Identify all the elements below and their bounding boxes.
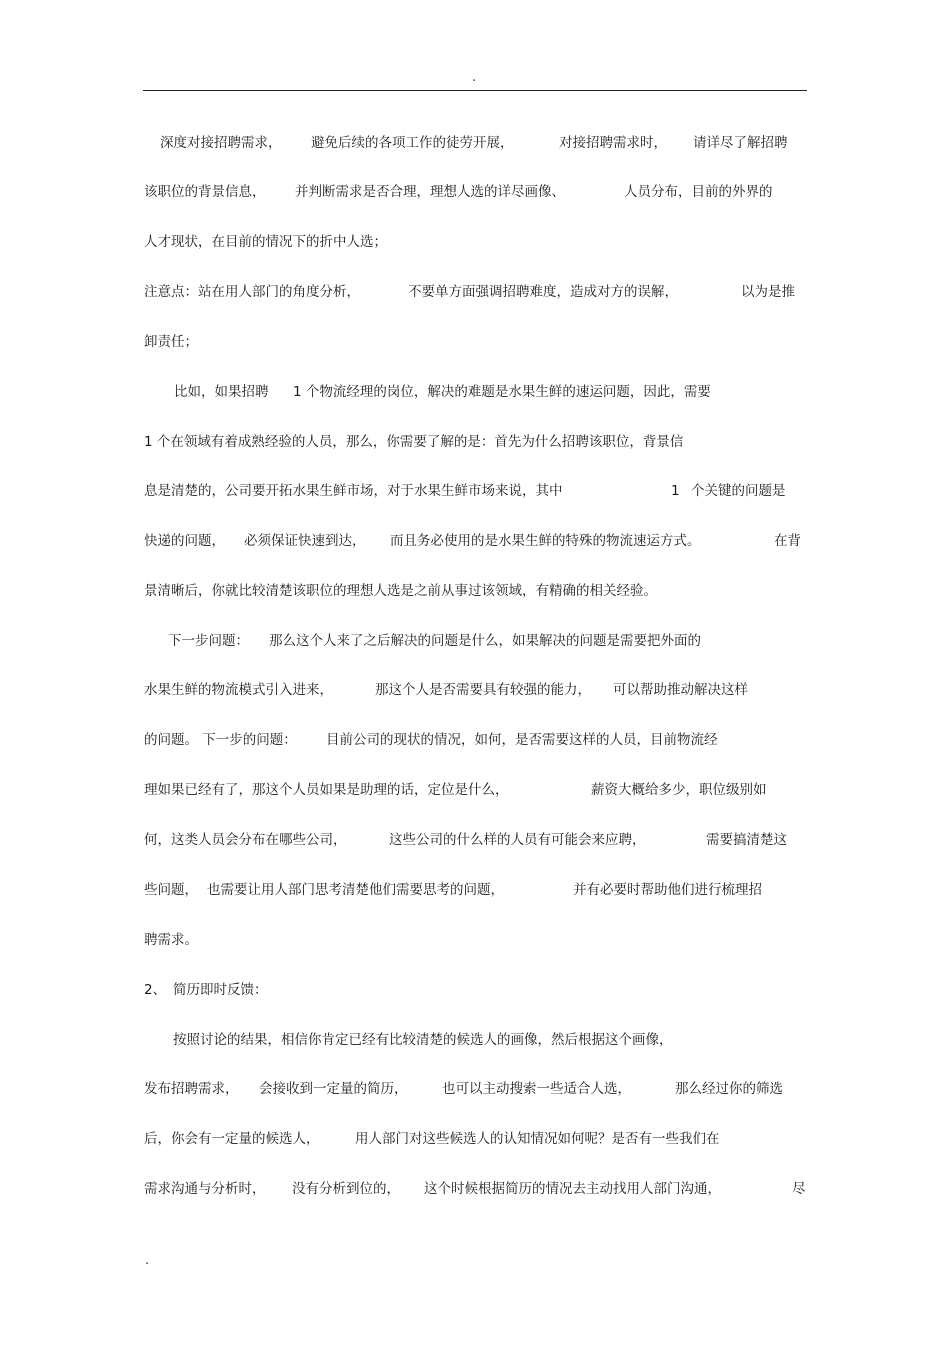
header-rule xyxy=(143,90,807,91)
text-segment: 比如，如果招聘 xyxy=(174,384,269,400)
text-segment: 1 xyxy=(671,483,680,499)
text-segment: 需求沟通与分析时， xyxy=(144,1181,266,1197)
text-segment: 用人部门对这些候选人的认知情况如何呢？是否有一些我们在 xyxy=(355,1131,720,1147)
footer-dot: . xyxy=(145,1253,150,1268)
text-line xyxy=(144,381,808,403)
text-segment: 注意点：站在用人部门的角度分析， xyxy=(144,284,360,300)
text-segment: 在背 xyxy=(774,533,801,549)
text-segment: 发布招聘需求， xyxy=(144,1081,239,1097)
text-segment: 这些公司的什么样的人员有可能会来应聘， xyxy=(389,832,646,848)
text-line xyxy=(144,630,808,652)
text-segment: 些问题， xyxy=(144,882,198,898)
text-segment: 并有必要时帮助他们进行梳理招 xyxy=(573,882,762,898)
section-number: 2、 xyxy=(144,982,167,998)
text-segment: 必须保证快速到达， xyxy=(244,533,366,549)
text-segment: 没有分析到位的， xyxy=(292,1181,400,1197)
text-line xyxy=(144,729,808,751)
text-segment: 对接招聘需求时， xyxy=(559,135,667,151)
text-segment: 人员分布，目前的外界的 xyxy=(624,184,773,200)
text-segment: 个关键的问题是 xyxy=(691,483,786,499)
text-segment: 深度对接招聘需求， xyxy=(160,135,282,151)
text-segment: 尽 xyxy=(792,1181,806,1197)
text-line xyxy=(144,231,808,253)
text-line xyxy=(144,1029,808,1051)
text-segment: 那这个人是否需要具有较强的能力， xyxy=(375,682,591,698)
text-segment: 快递的问题， xyxy=(144,533,225,549)
text-segment: 卸责任； xyxy=(144,334,198,350)
text-segment: 该职位的背景信息， xyxy=(144,184,266,200)
text-line xyxy=(144,779,808,801)
text-line xyxy=(144,181,808,203)
text-segment: 何，这类人员会分布在哪些公司， xyxy=(144,832,347,848)
text-segment: 按照讨论的结果，相信你肯定已经有比较清楚的候选人的画像，然后根据这个画像， xyxy=(173,1032,673,1048)
text-segment: 也可以主动搜索一些适合人选， xyxy=(442,1081,631,1097)
text-segment: 请详尽了解招聘 xyxy=(693,135,788,151)
text-segment: 那么经过你的筛选 xyxy=(675,1081,783,1097)
text-segment: 水果生鲜的物流模式引入进来， xyxy=(144,682,333,698)
text-segment: 也需要让用人部门思考清楚他们需要思考的问题， xyxy=(207,882,504,898)
text-line xyxy=(144,879,808,901)
text-segment: 聘需求。 xyxy=(144,932,198,948)
text-segment: 目前公司的现状的情况，如何，是否需要这样的人员，目前物流经 xyxy=(326,732,718,748)
text-segment: 1 个在领域有着成熟经验的人员，那么，你需要了解的是：首先为什么招聘该职位，背景信 xyxy=(144,434,684,450)
text-segment: 会接收到一定量的简历， xyxy=(259,1081,408,1097)
text-line xyxy=(144,580,808,602)
text-segment: 可以帮助推动解决这样 xyxy=(613,682,748,698)
text-segment: 理如果已经有了，那这个人员如果是助理的话，定位是什么， xyxy=(144,782,509,798)
text-line xyxy=(144,281,808,303)
text-segment: 景清晰后，你就比较清楚该职位的理想人选是之前从事过该领域，有精确的相关经验。 xyxy=(144,583,657,599)
text-line xyxy=(144,829,808,851)
text-line xyxy=(144,480,808,502)
section-title: 简历即时反馈： xyxy=(173,982,268,998)
text-segment: 不要单方面强调招聘难度，造成对方的误解， xyxy=(408,284,678,300)
text-line xyxy=(144,679,808,701)
text-segment: 的问题。 下一步的问题： xyxy=(144,732,297,748)
text-segment: 后，你会有一定量的候选人， xyxy=(144,1131,320,1147)
text-line xyxy=(144,1178,808,1200)
text-segment: 下一步问题： xyxy=(168,633,249,649)
section-heading xyxy=(144,979,808,1001)
text-segment: 息是清楚的，公司要开拓水果生鲜市场，对于水果生鲜市场来说，其中 xyxy=(144,483,563,499)
text-line xyxy=(144,1078,808,1100)
text-segment: 以为是推 xyxy=(741,284,795,300)
text-segment: 1 个物流经理的岗位，解决的难题是水果生鲜的速运问题，因此，需要 xyxy=(293,384,711,400)
text-segment: 需要搞清楚这 xyxy=(706,832,787,848)
text-segment: 而且务必使用的是水果生鲜的特殊的物流速运方式。 xyxy=(390,533,701,549)
text-line xyxy=(144,530,808,552)
text-line xyxy=(144,929,808,951)
text-segment: 薪资大概给多少，职位级别如 xyxy=(591,782,767,798)
text-line xyxy=(144,331,808,353)
text-line xyxy=(144,132,808,154)
text-segment: 避免后续的各项工作的徒劳开展， xyxy=(311,135,514,151)
header-dot: . xyxy=(472,70,477,85)
text-line xyxy=(144,1128,808,1150)
text-segment: 人才现状，在目前的情况下的折中人选； xyxy=(144,234,387,250)
text-line xyxy=(144,431,808,453)
text-segment: 这个时候根据简历的情况去主动找用人部门沟通， xyxy=(424,1181,721,1197)
text-segment: 并判断需求是否合理，理想人选的详尽画像、 xyxy=(295,184,565,200)
text-segment: 那么这个人来了之后解决的问题是什么，如果解决的问题是需要把外面的 xyxy=(269,633,701,649)
